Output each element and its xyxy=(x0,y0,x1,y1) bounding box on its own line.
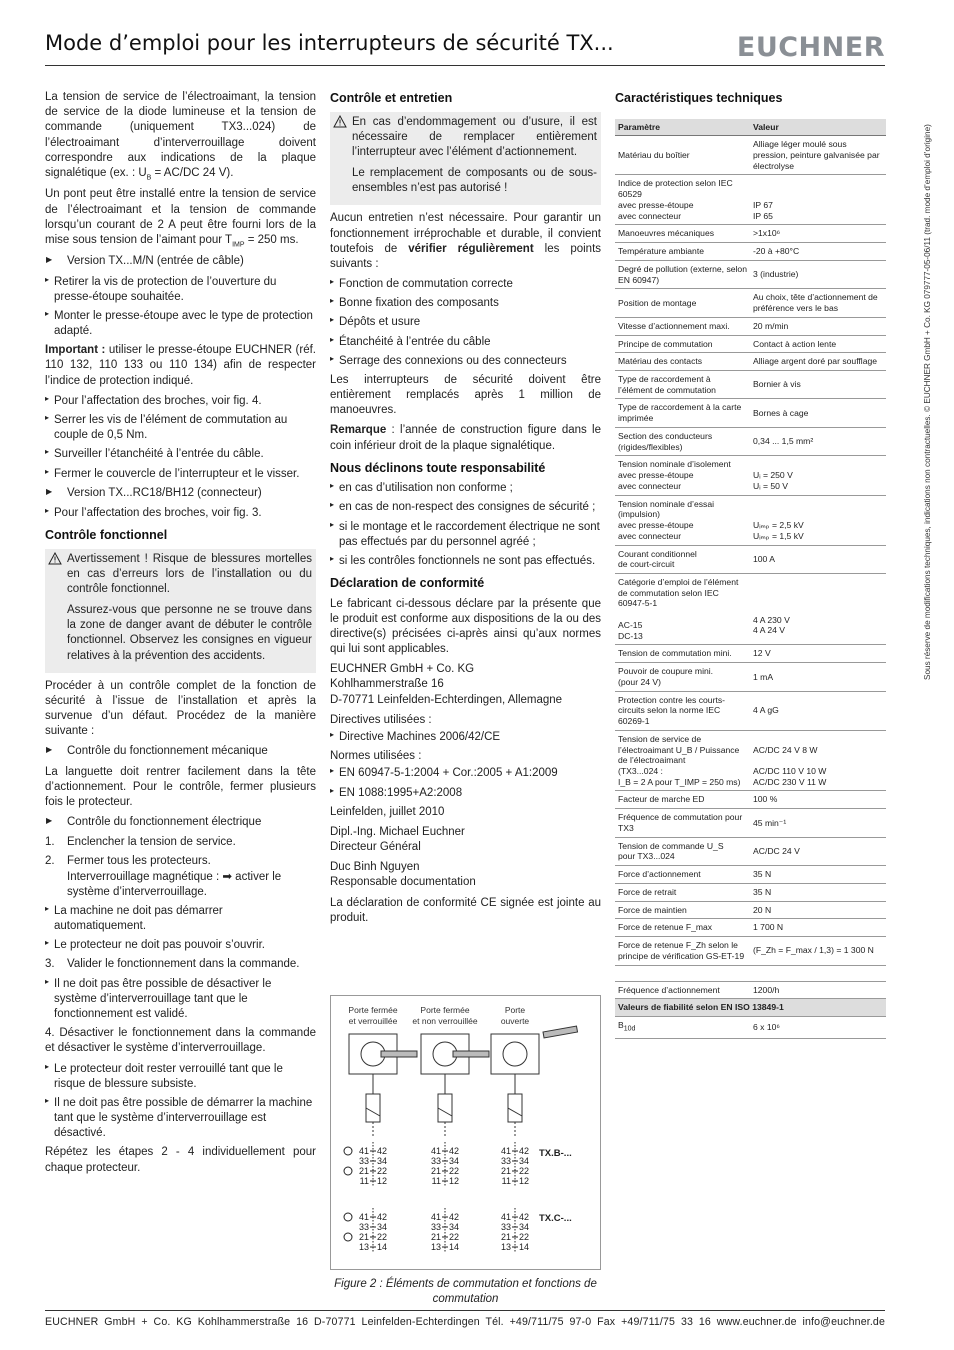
table-row: Degré de pollution (externe, selon EN 60947) 3 (industrie) xyxy=(615,260,886,288)
contact-pin-label: 33 xyxy=(500,1222,511,1232)
switch-mechanism xyxy=(349,1034,417,1136)
list-item: ▸ EN 60947-5-1:2004 + Cor.:2005 + A1:2009 xyxy=(330,766,601,781)
heading-technical-data: Caractéristiques techniques xyxy=(615,91,783,105)
warning-box: Avertissement ! Risque de blessures mortelles en cas d’erreurs lors de l’installation ou du contrôle fonctionnel. Assurez-vous que personne ne se trouve dans la zone de danger avant de débuter le contrôle fonctionnel. Observez les consignes en vigueur relatives à la prévention des accidents. xyxy=(45,549,316,673)
list-item: ▸ EN 1088:1995+A2:2008 xyxy=(330,786,601,801)
label-open: Porte xyxy=(504,1005,526,1015)
list-install-steps xyxy=(45,394,316,482)
table-row: Pouvoir de coupure mini. (pour 24 V) 1 mA xyxy=(615,663,886,691)
side-disclaimer: Sous réserve de modifications techniques, indications non contractuelles. © EUCHNER GmbH + Co. KG 079777-05-06/11 (trad. mode d’emploi d’origine) xyxy=(923,124,932,680)
version-cable-entry: ▶ Version TX...M/N (entrée de câble) xyxy=(45,254,316,269)
safety-contact-icon xyxy=(344,1233,352,1241)
table-row: Manoeuvres mécaniques >1x10⁶ xyxy=(615,225,886,243)
contact-pin-label: 34 xyxy=(449,1156,460,1166)
contact-pin-label: 33 xyxy=(430,1222,441,1232)
contact-pin-label: 22 xyxy=(519,1166,530,1176)
contact-pin-label: 22 xyxy=(449,1166,460,1176)
contact-pin-label: 42 xyxy=(377,1146,388,1156)
contact-pin-label: 34 xyxy=(377,1222,388,1232)
paragraph-remark: Remarque : l’année de construction figure dans le coin inférieur droit de la plaque signalétique. xyxy=(330,424,601,452)
reliability-header: Valeurs de fiabilité selon EN ISO 13849-1 xyxy=(615,999,886,1017)
contact-pin-label: 21 xyxy=(358,1232,369,1242)
list-item: ▸ Retirer la vis de protection de l’ouverture du presse-étoupe souhaitée. xyxy=(45,275,316,305)
paragraph-repeat: Répétez les étapes 2 - 4 individuellement pour chaque protecteur. xyxy=(45,1146,316,1174)
list-item: ▸ Le protecteur ne doit pas pouvoir s’ouvrir. xyxy=(45,938,316,953)
table-row: Fréquence de commutation pour TX3 45 min⁻¹ xyxy=(615,809,886,837)
safety-contact-icon xyxy=(344,1147,352,1155)
contact-pin-label: 21 xyxy=(358,1166,369,1176)
table-row: Catégorie d’emploi de l’élément de commutation selon IEC 60947-5-1 AC-15 DC-13 4 A 230 V 4 A 24 V xyxy=(615,574,886,645)
date-place: Leinfelden, juillet 2010 xyxy=(330,805,445,818)
table-row: Type de raccordement à l’élément de commutation Bornier à vis xyxy=(615,370,886,398)
table-row: Température ambiante -20 à +80°C xyxy=(615,243,886,261)
heading-functional-check: Contrôle fonctionnel xyxy=(45,528,168,543)
list-item: ▸ Monter le presse-étoupe avec le type de protection adapté. xyxy=(45,309,316,339)
table-row: Principe de commutation Contact à action lente xyxy=(615,335,886,353)
mechanical-check: ▶ Contrôle du fonctionnement mécanique xyxy=(45,744,316,759)
table-row: Type de raccordement à la carte imprimée Bornes à cage xyxy=(615,399,886,427)
list-item: ▸ Surveiller l’étanchéité à l’entrée du câble. xyxy=(45,447,316,462)
spec-table xyxy=(615,119,886,1039)
euchner-logo: EUCHNER xyxy=(736,32,885,63)
paragraph-ce: La déclaration de conformité CE signée est jointe au produit. xyxy=(330,896,601,924)
contact-pin-label: 42 xyxy=(519,1212,530,1222)
table-row: Tension de commande U_S pour TX3...024 AC/DC 24 V xyxy=(615,837,886,865)
label-closed-locked: Porte fermée xyxy=(348,1005,398,1015)
contact-pin-label: 11 xyxy=(359,1176,369,1186)
switching-diagram xyxy=(331,996,600,1269)
table-row: Section des conducteurs (rigides/flexibles) 0,34 ... 1,5 mm² xyxy=(615,427,886,455)
contact-pin-label: 34 xyxy=(519,1222,530,1232)
paragraph-bridge: Un pont peut être installé entre la tension de service de l’électroaimant et la tension de commande lorsqu’un courant de 2 A peut être fourni lors de la mise sous tension de l’aimant pour $T_{IMP} = 250$ ms. xyxy=(45,188,316,249)
figure-switching-elements xyxy=(330,995,601,1270)
paragraph-tongue: La languette doit rentrer facilement dans la tête d’actionnement. Pour le contrôle, fermer plusieurs fois le protecteur. xyxy=(45,765,316,808)
list-item: ▸ Il ne doit pas être possible de démarrer la machine tant que le système d’interverrouillage est désactivé. xyxy=(45,1096,316,1142)
table-row: Matériau des contacts Alliage argent doré par soufflage xyxy=(615,353,886,371)
contact-pin-label: 14 xyxy=(519,1242,530,1252)
directives-label: Directives utilisées : xyxy=(330,713,432,726)
contact-pin-label: 41 xyxy=(500,1146,511,1156)
electrical-check: ▶ Contrôle du fonctionnement électrique xyxy=(45,815,316,830)
list-item: ▸ si les contrôles fonctionnels ne sont pas effectués. xyxy=(330,554,601,569)
warning-icon xyxy=(333,115,347,128)
contact-pin-label: 41 xyxy=(500,1212,511,1222)
contact-pin-label: 41 xyxy=(358,1212,369,1222)
page-header xyxy=(45,30,885,66)
contact-pin-label: 33 xyxy=(430,1156,441,1166)
table-row: Force de retenue F_Zh selon le principe de vérification GS-ET-19 (F_Zh = F_max / 1,3) = 1 300 N xyxy=(615,937,886,965)
row-label-c: TX.C-... xyxy=(539,1213,572,1224)
contact-pin-label: 12 xyxy=(519,1176,530,1186)
list-item: ▸ La machine ne doit pas démarrer automatiquement. xyxy=(45,904,316,934)
contact-pin-label: 13 xyxy=(500,1242,511,1252)
signatory-2: Duc Binh Nguyen Responsable documentation xyxy=(330,861,476,889)
contact-pin-label: 11 xyxy=(501,1176,511,1186)
column-left xyxy=(45,90,316,1181)
page-footer: EUCHNER GmbH + Co. KG Kohlhammerstraße 16 D-70771 Leinfelden-Echterdingen Tél. +49/711/75 97-0 Fax +49/711/75 33 16 www.euchner.de info@euchner.de xyxy=(45,1310,885,1330)
paragraph-conformity: Le fabricant ci-dessous déclare par la présente que le produit est conforme aux dispositions de la ou des directive(s) précisées ci-après ainsi qu’aux normes qui lui sont applicables. xyxy=(330,597,601,656)
label-closed-locked-2: et verrouillée xyxy=(348,1016,398,1026)
label-open-2: ouverte xyxy=(500,1016,530,1026)
table-row: Tension de commutation mini. 12 V xyxy=(615,645,886,663)
signatory-1: Dipl.-Ing. Michael Euchner Directeur Général xyxy=(330,825,465,854)
table-row: Indice de protection selon IEC 60529 avec presse-étoupe avec connecteur IP 67 IP 65 xyxy=(615,175,886,225)
contact-pin-label: 22 xyxy=(377,1166,388,1176)
figure-caption: Figure 2 : Éléments de commutation et fonctions de commutation xyxy=(334,1278,597,1306)
table-row: Position de montage Au choix, tête d’actionnement de préférence vers le bas xyxy=(615,289,886,317)
paragraph-voltage: La tension de service de l’électroaimant, la tension de service de la diode lumineuse et la tension de commande (uniquement TX3...024) de l’électroaimant d’interverrouillage doivent correspondre aux indications de la plaque signalétique (ex. : $U_B = AC/DC$ 24 V). xyxy=(45,91,316,182)
list-item: ▸ Pour l’affectation des broches, voir fig. 3. xyxy=(45,506,316,521)
list-item: ▸ en cas de non-respect des consignes de sécurité ; xyxy=(330,500,601,515)
table-row: Force de retenue F_max 1 700 N xyxy=(615,919,886,937)
contact-pin-label: 42 xyxy=(519,1146,530,1156)
contact-pin-label: 33 xyxy=(358,1222,369,1232)
table-row: Matériau du boîtier Alliage léger moulé sous pression, peinture galvanisée par électrolyse xyxy=(615,136,886,175)
table-row: Force de maintien 20 N xyxy=(615,901,886,919)
contact-pin-label: 12 xyxy=(377,1176,388,1186)
heading-maintenance: Contrôle et entretien xyxy=(330,91,453,105)
contact-pin-label: 34 xyxy=(519,1156,530,1166)
paragraph-replace: Les interrupteurs de sécurité doivent être entièrement remplacés après 1 million de manoeuvres. xyxy=(330,373,601,417)
list-item: ▸ Fonction de commutation correcte xyxy=(330,277,601,292)
list-item: ▸ Serrer les vis de l’élément de commutation au couple de 0,5 Nm. xyxy=(45,413,316,443)
warning-icon xyxy=(48,552,62,565)
table-row: Protection contre les courts-circuits selon la norme IEC 60269-1 4 A gG xyxy=(615,691,886,730)
list-item: ▸ Il ne doit pas être possible de désactiver le système d’interverrouillage tant que le fonctionnement est validé. xyxy=(45,977,316,1023)
label-closed-unlocked: Porte fermée xyxy=(420,1005,470,1015)
safety-contact-icon xyxy=(344,1213,352,1221)
contact-pin-label: 41 xyxy=(430,1146,441,1156)
contact-pin-label: 21 xyxy=(430,1166,441,1176)
contact-pin-label: 22 xyxy=(519,1232,530,1242)
contact-pin-label: 42 xyxy=(449,1212,460,1222)
contact-pin-label: 33 xyxy=(358,1156,369,1166)
page-title: Mode d’emploi pour les interrupteurs de sécurité TX... xyxy=(45,31,614,55)
table-row: Force de retrait 35 N xyxy=(615,883,886,901)
list-item: ▸ Pour l’affectation des broches, voir fig. 4. xyxy=(45,394,316,409)
version-connector: ▶ Version TX...RC18/BH12 (connecteur) xyxy=(45,486,316,501)
switch-mechanism xyxy=(421,1034,489,1136)
list-item: ▸ si le montage et le raccordement électrique ne sont pas effectués par du personnel agréé ; xyxy=(330,520,601,550)
contact-pin-label: 33 xyxy=(500,1156,511,1166)
table-row: Force d’actionnement 35 N xyxy=(615,866,886,884)
contact-pin-label: 42 xyxy=(449,1146,460,1156)
contact-pin-label: 41 xyxy=(430,1212,441,1222)
list-cable-steps xyxy=(45,275,316,340)
contact-pin-label: 13 xyxy=(430,1242,441,1252)
contact-pin-label: 34 xyxy=(377,1156,388,1166)
table-row xyxy=(615,965,886,981)
list-item: ▸ Directive Machines 2006/42/CE xyxy=(330,730,601,745)
list-item: ▸ Fermer le couvercle de l’interrupteur et le visser. xyxy=(45,467,316,482)
table-row: Tension nominale d’isolement avec presse-étoupe avec connecteur Uᵢ = 250 V Uᵢ = 50 V xyxy=(615,456,886,495)
column-middle xyxy=(330,90,601,931)
table-row: Vitesse d’actionnement maxi. 20 m/min xyxy=(615,317,886,335)
heading-conformity: Déclaration de conformité xyxy=(330,576,485,591)
contact-pin-label: 22 xyxy=(377,1232,388,1242)
contact-pin-label: 21 xyxy=(500,1166,511,1176)
contact-pin-label: 41 xyxy=(358,1146,369,1156)
safety-contact-icon xyxy=(344,1167,352,1175)
paragraph-important: Important : utiliser le presse-étoupe EUCHNER (réf. 110 132, 110 133 ou 110 134) afin de respecter l’indice de protection indiqué. xyxy=(45,344,316,387)
table-row: Fréquence d’actionnement 1200/h xyxy=(615,981,886,999)
contact-pin-label: 42 xyxy=(377,1212,388,1222)
contact-pin-label: 34 xyxy=(449,1222,460,1232)
step-1: 1. Enclencher la tension de service. xyxy=(45,836,236,849)
step-4: 4. Désactiver le fonctionnement dans la commande et désactiver le système d’interverrouillage. xyxy=(45,1027,316,1055)
heading-liability: Nous déclinons toute responsabilité xyxy=(330,460,546,475)
step-3: 3. Valider le fonctionnement dans la commande. xyxy=(45,958,300,971)
warning-box: En cas d’endommagement ou d’usure, il est nécessaire de remplacer entièrement l’interrupteur avec l’élément d’actionnement. Le remplacement de composants ou de sous-ensembles n’est pas autorisé ! xyxy=(330,112,601,206)
label-closed-unlocked-2: et non verrouillée xyxy=(412,1016,478,1026)
contact-pin-label: 12 xyxy=(449,1176,460,1186)
contact-pin-label: 13 xyxy=(358,1242,369,1252)
manufacturer-address: EUCHNER GmbH + Co. KG Kohlhammerstraße 16 D-70771 Leinfelden-Echterdingen, Allemagne xyxy=(330,663,563,706)
table-header: Paramètre Valeur xyxy=(615,119,886,136)
list-item: ▸ Bonne fixation des composants xyxy=(330,296,601,311)
contact-pin-label: 22 xyxy=(449,1232,460,1242)
contact-pin-label: 21 xyxy=(500,1232,511,1242)
switch-mechanism xyxy=(491,1026,578,1136)
norms-label: Normes utilisées : xyxy=(330,750,422,763)
contact-pin-label: 11 xyxy=(431,1176,441,1186)
paragraph-maintenance: Aucun entretien n’est nécessaire. Pour garantir un fonctionnement irréprochable et durable, il convient toutefois de vérifier régulièrement les points suivants : xyxy=(330,212,602,270)
list-item: ▸ Serrage des connexions ou des connecteurs xyxy=(330,354,601,369)
column-right xyxy=(615,90,886,1039)
list-item: ▸ Le protecteur doit rester verrouillé tant que le risque de blessure subsiste. xyxy=(45,1062,316,1092)
table-row: Tension nominale d’essai (impulsion) avec presse-étoupe avec connecteur Uᵢₘₚ = 2,5 kV Uᵢₘₚ = 1,5 kV xyxy=(615,495,886,545)
contact-pin-label: 14 xyxy=(449,1242,460,1252)
contact-pin-label: 14 xyxy=(377,1242,388,1252)
table-row: Facteur de marche ED 100 % xyxy=(615,791,886,809)
table-row: Courant conditionnel de court-circuit 100 A xyxy=(615,545,886,573)
contact-pin-label: 21 xyxy=(430,1232,441,1242)
list-item: ▸ Étanchéité à l’entrée du câble xyxy=(330,335,601,350)
paragraph-procedure: Procéder à un contrôle complet de la fonction de sécurité à l’issue de l’installation et après la survenue d’un défaut. Procédez de la manière suivante : xyxy=(45,679,316,738)
list-item: ▸ en cas d’utilisation non conforme ; xyxy=(330,481,601,496)
table-row: $B_{10d}$ 6 x 10⁶ xyxy=(615,1017,886,1038)
table-row: Tension de service de l’électroaimant U_B / Puissance de l’électroaimant (TX3...024 : I_B = 2 A pour T_IMP = 250 ms) AC/DC 24 V 8 W AC/DC 110 V 10 W AC/DC 230 V 11 W xyxy=(615,730,886,791)
list-item: ▸ Dépôts et usure xyxy=(330,315,601,330)
step-2: 2. Fermer tous les protecteurs. Interverrouillage magnétique : ➡ activer le système d’interverrouillage. xyxy=(45,855,282,898)
row-label-b: TX.B-... xyxy=(539,1148,572,1159)
